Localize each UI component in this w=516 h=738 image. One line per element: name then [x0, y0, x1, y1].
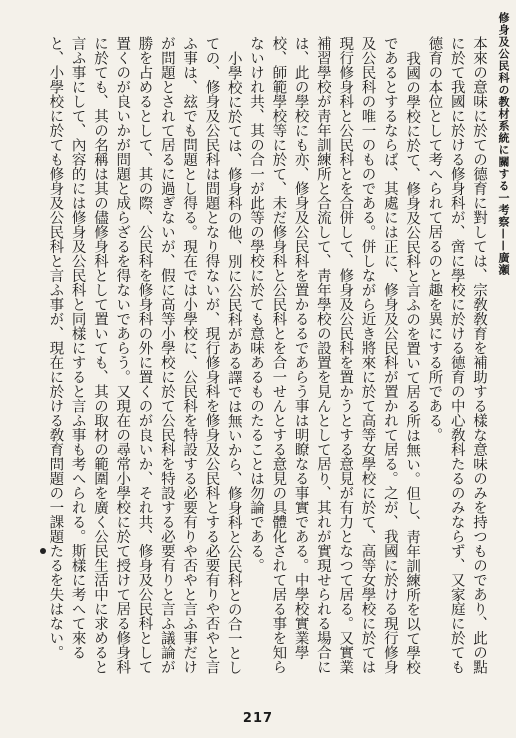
- margin-dot: [40, 548, 46, 554]
- paragraph-3: 小學校に於ては、修身科の他、別に公民科がある譯では無いから、修身科と公民科との合一としての、修身及公民科は問題となり得ないが、現行修身科を修身及公民科とする必要有りや否やと言ふ事は、玆でも問題とし得る。現在では小學校に、公民科を特設する必要有りや否やと言ふ事だけが問題とされて居るに過ぎないが、假に高等小學校に於て公民科を特設する必要有りと言ふ議論が勝を占めるとして、其の際、公民科を修身科の外に置くのが良いか、それ共、修身及公民科として置くのが良いかが問題と成らざるを得ないであらう。又現在の尋常小學校に於て授けて居る修身科に於ても、其の名稱は其の儘修身科として置いても、其の取材の範圍を廣く公民生活中に求めると言ふ事にして、內容的には修身及公民科と同樣にすると言ふ事も考へられる。斯樣に考へて來ると、小學校に於ても修身及公民科と言ふ事が、現在に於ける敎育問題の一課題たるを失はない。: [47, 36, 242, 674]
- running-header: 修身及公民科の教材系統に關する一考察——廣瀬: [497, 12, 510, 276]
- page-number: 217: [242, 711, 274, 726]
- paragraph-1: 本來の意味に於ての德育に對しては、宗敎敎育を補助する樣な意味のみを持つものであり、此の點に於て我國に於ける修身科が、啻に學校に於ける德育の中心敎科たるのみならず、又家庭に於ても德育の本位として考へられて居るのと趣を異にする所である。: [426, 36, 487, 674]
- body-text: [20, 36, 490, 676]
- paragraph-2: 我國の學校に於て、修身及公民科と言ふのを置いて居る所は無い。但し、靑年訓練所を以て學校であるとするならば、其處には正に、修身及公民科が置かれて居る。之が、我國に於ける現行修身及公民科の唯一のものである。併しながら近き將來に於て高等女學校に於て、高等女學校に於ては現行修身科と公民科とを合併して、修身及公民科を置かうとする意見が有力となつて居る。又實業補習學校が靑年訓練所と合流して、靑年學校の設置を見んとして居り、其れが實現せられる場合には、此の學校にも亦、修身及公民科を置かるるであらう事は明瞭なる事實である。中學校實業學校、師範學校等に於て、未だ修身科と公民科とを合一せんとする意見の具體化されて居る事を知らないけれ共、其の合一が此等の學校に於ても意味あるものたることは勿論である。: [248, 36, 421, 674]
